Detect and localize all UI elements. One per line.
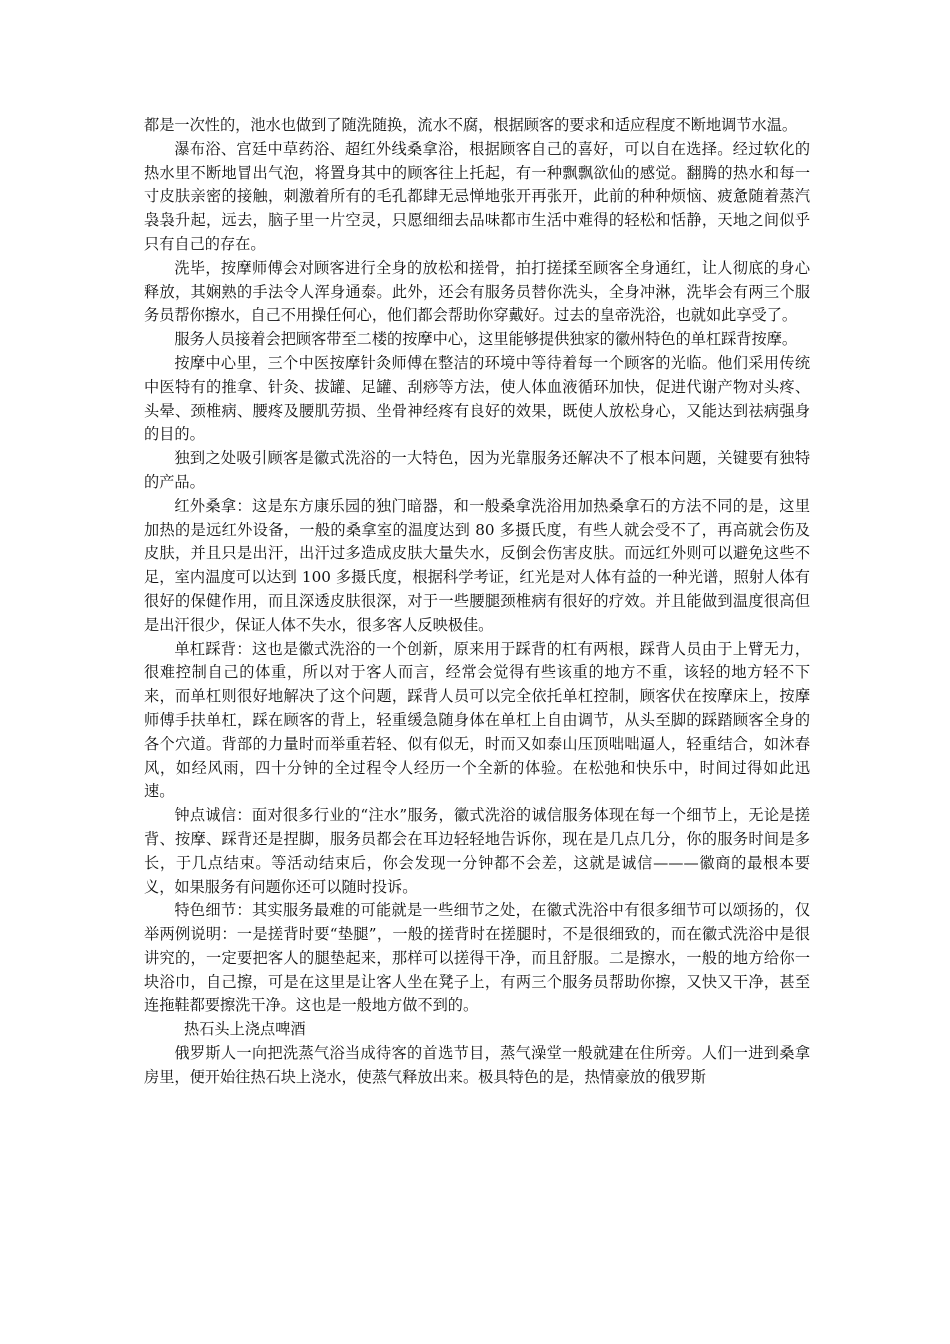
paragraph-single-bar: 单杠踩背：这也是徽式洗浴的一个创新，原来用于踩背的杠有两根，踩背人员由于上臂无力，很难控制自己的体重，所以对于客人而言，经常会觉得有些该重的地方不重，该轻的地方轻不下来，而单杠则很好地解决了这个问题，踩背人员可以完全依托单杠控制，顾客伏在按摩床上，按摩师傅手扶单杠，踩在顾客的背上，轻重缓急随身体在单杠上自由调节，从头至脚的踩踏顾客全身的各个穴道。背部的力量时而举重若轻、似有似无，时而又如泰山压顶咄咄逼人，轻重结合，如沐春风，如经风雨，四十分钟的全过程令人经历一个全新的体验。在松弛和快乐中，时间过得如此迅速。 bbox=[144, 639, 810, 801]
paragraph-bath-types: 瀑布浴、宫廷中草药浴、超红外线桑拿浴，根据顾客自己的喜好，可以自在选择。经过软化的热水里不断地冒出气泡，将置身其中的顾客往上托起，有一种飘飘欲仙的感觉。翻腾的热水和每一寸皮肤亲密的接触，刺激着所有的毛孔都肆无忌惮地张开再张开，此前的种种烦恼、疲惫随着蒸汽袅袅升起，远去，脑子里一片空灵，只愿细细去品味都市生活中难得的轻松和恬静，天地之间似乎只有自己的存在。 bbox=[144, 139, 810, 253]
paragraph-continued: 都是一次性的，池水也做到了随洗随换，流水不腐，根据顾客的要求和适应程度不断地调节水温。 bbox=[144, 116, 798, 134]
paragraph-special-details: 特色细节：其实服务最难的可能就是一些细节之处，在徽式洗浴中有很多细节可以颂扬的，仅举两例说明：一是搓背时要“垫腿”，一般的搓背时在搓腿时，不是很细致的，而在徽式洗浴中是很讲究的，一定要把客人的腿垫起来，那样可以搓得干净，而且舒服。二是擦水，一般的地方给你一块浴巾，自己擦，可是在这里是让客人坐在凳子上，有两三个服务员帮助你擦，又快又干净，甚至连拖鞋都要擦洗干净。这也是一般地方做不到的。 bbox=[144, 901, 810, 1015]
paragraph-russian-sauna: 俄罗斯人一向把洗蒸气浴当成待客的首选节目，蒸气澡堂一般就建在住所旁。人们一进到桑拿房里，便开始往热石块上浇水，使蒸气释放出来。极具特色的是，热情豪放的俄罗斯 bbox=[144, 1044, 810, 1086]
paragraph-infrared-sauna: 红外桑拿：这是东方康乐园的独门暗器，和一般桑拿洗浴用加热桑拿石的方法不同的是，这里加热的是远红外设备，一般的桑拿室的温度达到 80 多摄氏度，有些人就会受不了，再高就会伤及皮肤，并且只是出汗，出汗过多造成皮肤大量失水，反倒会伤害皮肤。而远红外则可以避免这些不足，室内温度可以达到 100 多摄氏度，根据科学考证，红光是对人体有益的一种光谱，照射人体有很好的保健作用，而且深透皮肤很深，对于一些腰腿颈椎病有很好的疗效。并且能做到温度很高但是出汗很少，保证人体不失水，很多客人反映极佳。 bbox=[144, 496, 810, 634]
paragraph-massage-after-bath: 洗毕，按摩师傅会对顾客进行全身的放松和搓骨，拍打搓揉至顾客全身通红，让人彻底的身心释放，其娴熟的手法令人浑身通泰。此外，还会有服务员替你洗头，全身冲淋，洗毕会有两三个服务员帮你擦水，自己不用操任何心，他们都会帮助你穿戴好。过去的皇帝洗浴，也就如此享受了。 bbox=[144, 258, 810, 325]
paragraph-second-floor: 服务人员接着会把顾客带至二楼的按摩中心，这里能够提供独家的徽州特色的单杠踩背按摩。 bbox=[174, 330, 798, 349]
paragraph-time-honesty: 钟点诚信：面对很多行业的“注水”服务，徽式洗浴的诚信服务体现在每一个细节上，无论是搓背、按摩、踩背还是捏脚，服务员都会在耳边轻轻地告诉你，现在是几点几分，你的服务时间是多长，于几点结束。等活动结束后，你会发现一分钟都不会差，这就是诚信———徽商的最根本要义，如果服务有问题你还可以随时投诉。 bbox=[144, 806, 810, 896]
document-page bbox=[144, 114, 810, 1090]
paragraph-unique-features: 独到之处吸引顾客是徽式洗浴的一大特色，因为光靠服务还解决不了根本问题，关键要有独特的产品。 bbox=[144, 449, 810, 491]
section-heading: 热石头上浇点啤酒 bbox=[184, 1020, 306, 1039]
paragraph-massage-center: 按摩中心里，三个中医按摩针灸师傅在整洁的环境中等待着每一个顾客的光临。他们采用传统中医特有的推拿、针灸、拔罐、足罐、刮痧等方法，使人体血液循环加快，促进代谢产物对头疼、头晕、颈椎病、腰疼及腰肌劳损、坐骨神经疼有良好的效果，既使人放松身心，又能达到祛病强身的目的。 bbox=[144, 353, 810, 444]
